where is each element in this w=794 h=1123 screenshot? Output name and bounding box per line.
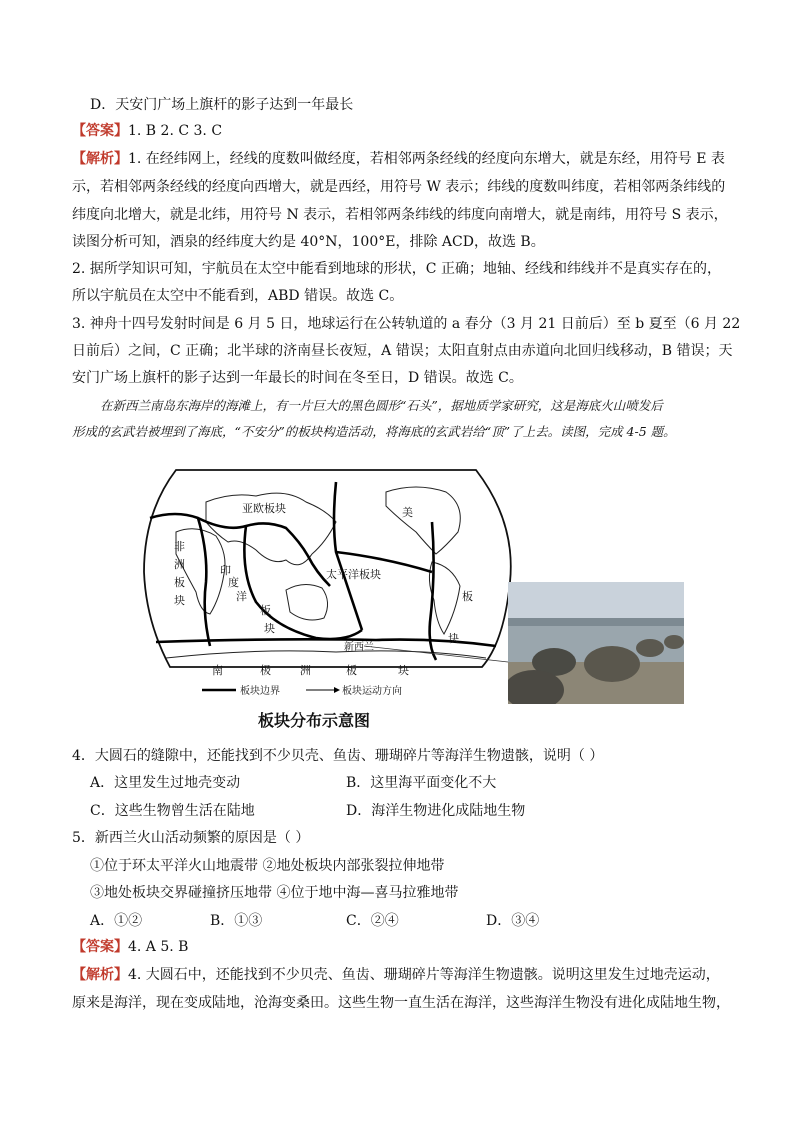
- analysis3-line-1: 3. 神舟十四号发射时间是 6 月 5 日，地球运行在公转轨道的 a 春分（3 月 21 日前后）至 b 夏至（6 月 22: [72, 316, 741, 332]
- label-africa-1: 非: [174, 540, 185, 553]
- analysis2-line-2: 所以宇航员在太空中不能看到，ABD 错误。故选 C。: [72, 288, 404, 304]
- plate-boundary-7: [156, 639, 496, 646]
- q4-option-d: D．海洋生物进化成陆地生物: [346, 803, 526, 819]
- australia-coast: [286, 584, 328, 620]
- analysis-line-3: 纬度向北增大，就是北纬，用符号 N 表示，若相邻两条纬线的纬度向南增大，就是南纬，用符号 S 表示，: [72, 207, 728, 223]
- answer-tag: 【答案】: [72, 123, 128, 139]
- label-america: 美: [402, 506, 413, 519]
- q5-option-c: C．②④: [346, 913, 399, 929]
- analysis2-line-1: 2. 据所学知识可知，宇航员在太空中能看到地球的形状，C 正确；地轴、经线和纬线并不是真实存在的，: [72, 261, 721, 277]
- label-indian-4: 板: [260, 604, 271, 617]
- label-antarctic-5: 块: [398, 664, 409, 677]
- answer-text: 1. B 2. C 3. C: [128, 123, 223, 139]
- answer-text-2: 4. A 5. B: [128, 939, 189, 955]
- legend-arrow-icon: [334, 687, 340, 693]
- label-america-plate-1: 板: [462, 590, 473, 603]
- label-nz: 新西兰: [344, 642, 374, 653]
- label-indian-3: 洋: [236, 590, 247, 603]
- analysis-line-4: 读图分析可知，酒泉的经纬度大约是 40°N，100°E，排除 ACD，故选 B。: [72, 234, 545, 250]
- label-indian-2: 度: [228, 576, 239, 589]
- q5-stem: 5．新西兰火山活动频繁的原因是（ ）: [72, 830, 310, 846]
- passage-line-2: 形成的玄武岩被埋到了海底，“不安分”的板块构造活动，将海底的玄武岩给“顶”了上去。读图，完成 4-5 题。: [72, 424, 676, 439]
- q5-statement-1: ①位于环太平洋火山地震带 ②地处板块内部张裂拉伸地带: [90, 858, 445, 874]
- q4-option-c: C．这些生物曾生活在陆地: [90, 803, 255, 819]
- label-america-plate-2: 块: [448, 632, 459, 645]
- q4-option-a: A．这里发生过地壳变动: [90, 775, 241, 791]
- label-africa-3: 板: [174, 576, 185, 589]
- label-africa-2: 洲: [174, 558, 185, 571]
- q4-option-b: B．这里海平面变化不大: [346, 775, 497, 791]
- q3-option-d: D．天安门广场上旗杆的影子达到一年最长: [90, 97, 354, 113]
- north-america-coast: [386, 487, 460, 554]
- analysis4-text: 4. 大圆石中，还能找到不少贝壳、鱼齿、珊瑚碎片等海洋生物遗骸。说明这里发生过地壳运动，: [128, 967, 720, 983]
- q4-stem: 4．大圆石的缝隙中，还能找到不少贝壳、鱼齿、珊瑚碎片等海洋生物遗骸，说明（ ）: [72, 748, 604, 764]
- legend-boundary-label: 板块边界: [240, 686, 280, 697]
- answer-line-1: [72, 120, 222, 142]
- answer-tag-2: 【答案】: [72, 939, 128, 955]
- plate-map: [136, 462, 516, 702]
- label-antarctic-1: 南: [212, 664, 223, 677]
- map-caption: 板块分布示意图: [258, 711, 371, 730]
- plate-boundary-3: [244, 526, 362, 639]
- label-pacific: 太平洋板块: [326, 568, 381, 581]
- answer-line-2: [72, 936, 188, 958]
- analysis4-line-1: [72, 964, 720, 986]
- analysis3-line-3: 安门广场上旗杆的影子达到一年最长的时间在冬至日，D 错误。故选 C。: [72, 370, 523, 386]
- plate-boundary-2: [198, 518, 210, 646]
- label-antarctic-3: 洲: [300, 664, 311, 677]
- label-africa-4: 块: [174, 594, 185, 607]
- q5-option-b: B．①③: [210, 913, 263, 929]
- analysis-text: 1. 在经纬网上，经线的度数叫做经度，若相邻两条经线的经度向东增大，就是东经，用符号 E 表: [128, 151, 725, 167]
- analysis3-line-2: 日前后）之间，C 正确；北半球的济南昼长夜短，A 错误；太阳直射点由赤道向北回归线移动，B 错误；天: [72, 343, 733, 359]
- label-antarctic-2: 极: [260, 664, 271, 677]
- label-antarctic-4: 板: [346, 664, 357, 677]
- q5-option-d: D．③④: [486, 913, 540, 929]
- q5-statement-2: ③地处板块交界碰撞挤压地带 ④位于地中海—喜马拉雅地带: [90, 885, 459, 901]
- q5-option-a: A．①②: [90, 913, 143, 929]
- passage-line-1: 在新西兰南岛东海岸的海滩上，有一片巨大的黑色圆形“石头”，据地质学家研究，这是海底火山喷发后: [100, 398, 663, 413]
- analysis4-line-2: 原来是海洋，现在变成陆地，沧海变桑田。这些生物一直生活在海洋，这些海洋生物没有进化成陆地生物，: [72, 995, 730, 1011]
- analysis-line-2: 示，若相邻两条经线的经度向西增大，就是西经，用符号 W 表示；纬线的度数叫纬度，若相邻两条纬线的: [72, 179, 726, 195]
- analysis-line-1: [72, 148, 725, 170]
- legend-motion-label: 板块运动方向: [342, 686, 402, 697]
- analysis-tag: 【解析】: [72, 151, 128, 167]
- label-eurasia: 亚欧板块: [242, 502, 286, 515]
- label-indian-1: 印: [220, 564, 231, 577]
- boulders-photo: [508, 582, 684, 704]
- label-indian-5: 块: [264, 622, 275, 635]
- analysis-tag-2: 【解析】: [72, 967, 128, 983]
